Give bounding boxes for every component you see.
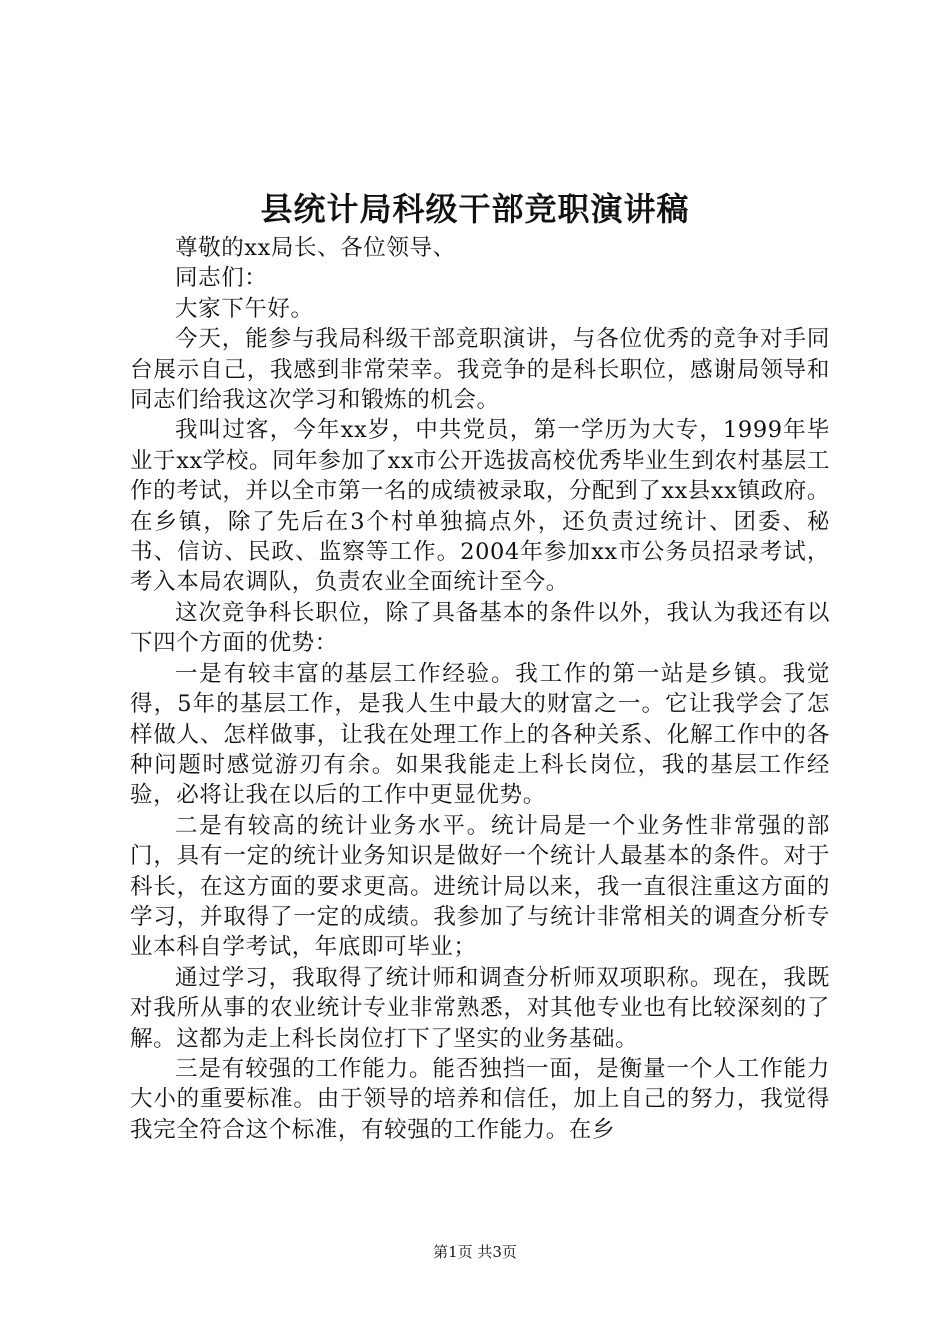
document-title: 县统计局科级干部竞职演讲稿 [260, 190, 690, 228]
salutation-line: 尊敬的xx局长、各位领导、 [175, 235, 456, 261]
page-number-footer: 第1页 共3页 [433, 1243, 517, 1261]
salutation-line: 同志们： [175, 265, 268, 292]
body-paragraph: 今天，能参与我局科级干部竞职演讲，与各位优秀的竞争对手同台展示自己，我感到非常荣幸。我竞争的是科长职位，感谢局领导和同志们给我这次学习和锻炼的机会。 [130, 326, 830, 414]
body-paragraph: 三是有较强的工作能力。能否独挡一面，是衡量一个人工作能力大小的重要标准。由于领导的培养和信任，加上自己的努力，我觉得我完全符合这个标准，有较强的工作能力。在乡 [130, 1055, 830, 1143]
body-paragraph: 二是有较高的统计业务水平。统计局是一个业务性非常强的部门，具有一定的统计业务知识是做好一个统计人最基本的条件。对于科长，在这方面的要求更高。进统计局以来，我一直很注重这方面的学习，并取得了一定的成绩。我参加了与统计非常相关的调查分析专业本科自学考试，年底即可毕业； [130, 812, 830, 961]
body-paragraph: 我叫过客，今年xx岁，中共党员，第一学历为大专，1999年毕业于xx学校。同年参加了xx市公开选拔高校优秀毕业生到农村基层工作的考试，并以全市第一名的成绩被录取，分配到了xx县xx镇政府。在乡镇，除了先后在3个村单独搞点外，还负责过统计、团委、秘书、信访、民政、监察等工作。2004年参加xx市公务员招录考试，考入本局农调队，负责农业全面统计至今。 [130, 417, 830, 596]
body-paragraph: 通过学习，我取得了统计师和调查分析师双项职称。现在，我既对我所从事的农业统计专业非常熟悉，对其他专业也有比较深刻的了解。这都为走上科长岗位打下了坚实的业务基础。 [130, 964, 830, 1052]
body-paragraph: 这次竞争科长职位，除了具备基本的条件以外，我认为我还有以下四个方面的优势： [130, 599, 830, 657]
document-body [130, 233, 830, 1145]
body-paragraph: 一是有较丰富的基层工作经验。我工作的第一站是乡镇。我觉得，5年的基层工作，是我人生中最大的财富之一。它让我学会了怎样做人、怎样做事，让我在处理工作上的各种关系、化解工作中的各种问题时感觉游刃有余。如果我能走上科长岗位，我的基层工作经验，必将让我在以后的工作中更显优势。 [130, 660, 830, 809]
greeting-line: 大家下午好。 [175, 295, 314, 322]
